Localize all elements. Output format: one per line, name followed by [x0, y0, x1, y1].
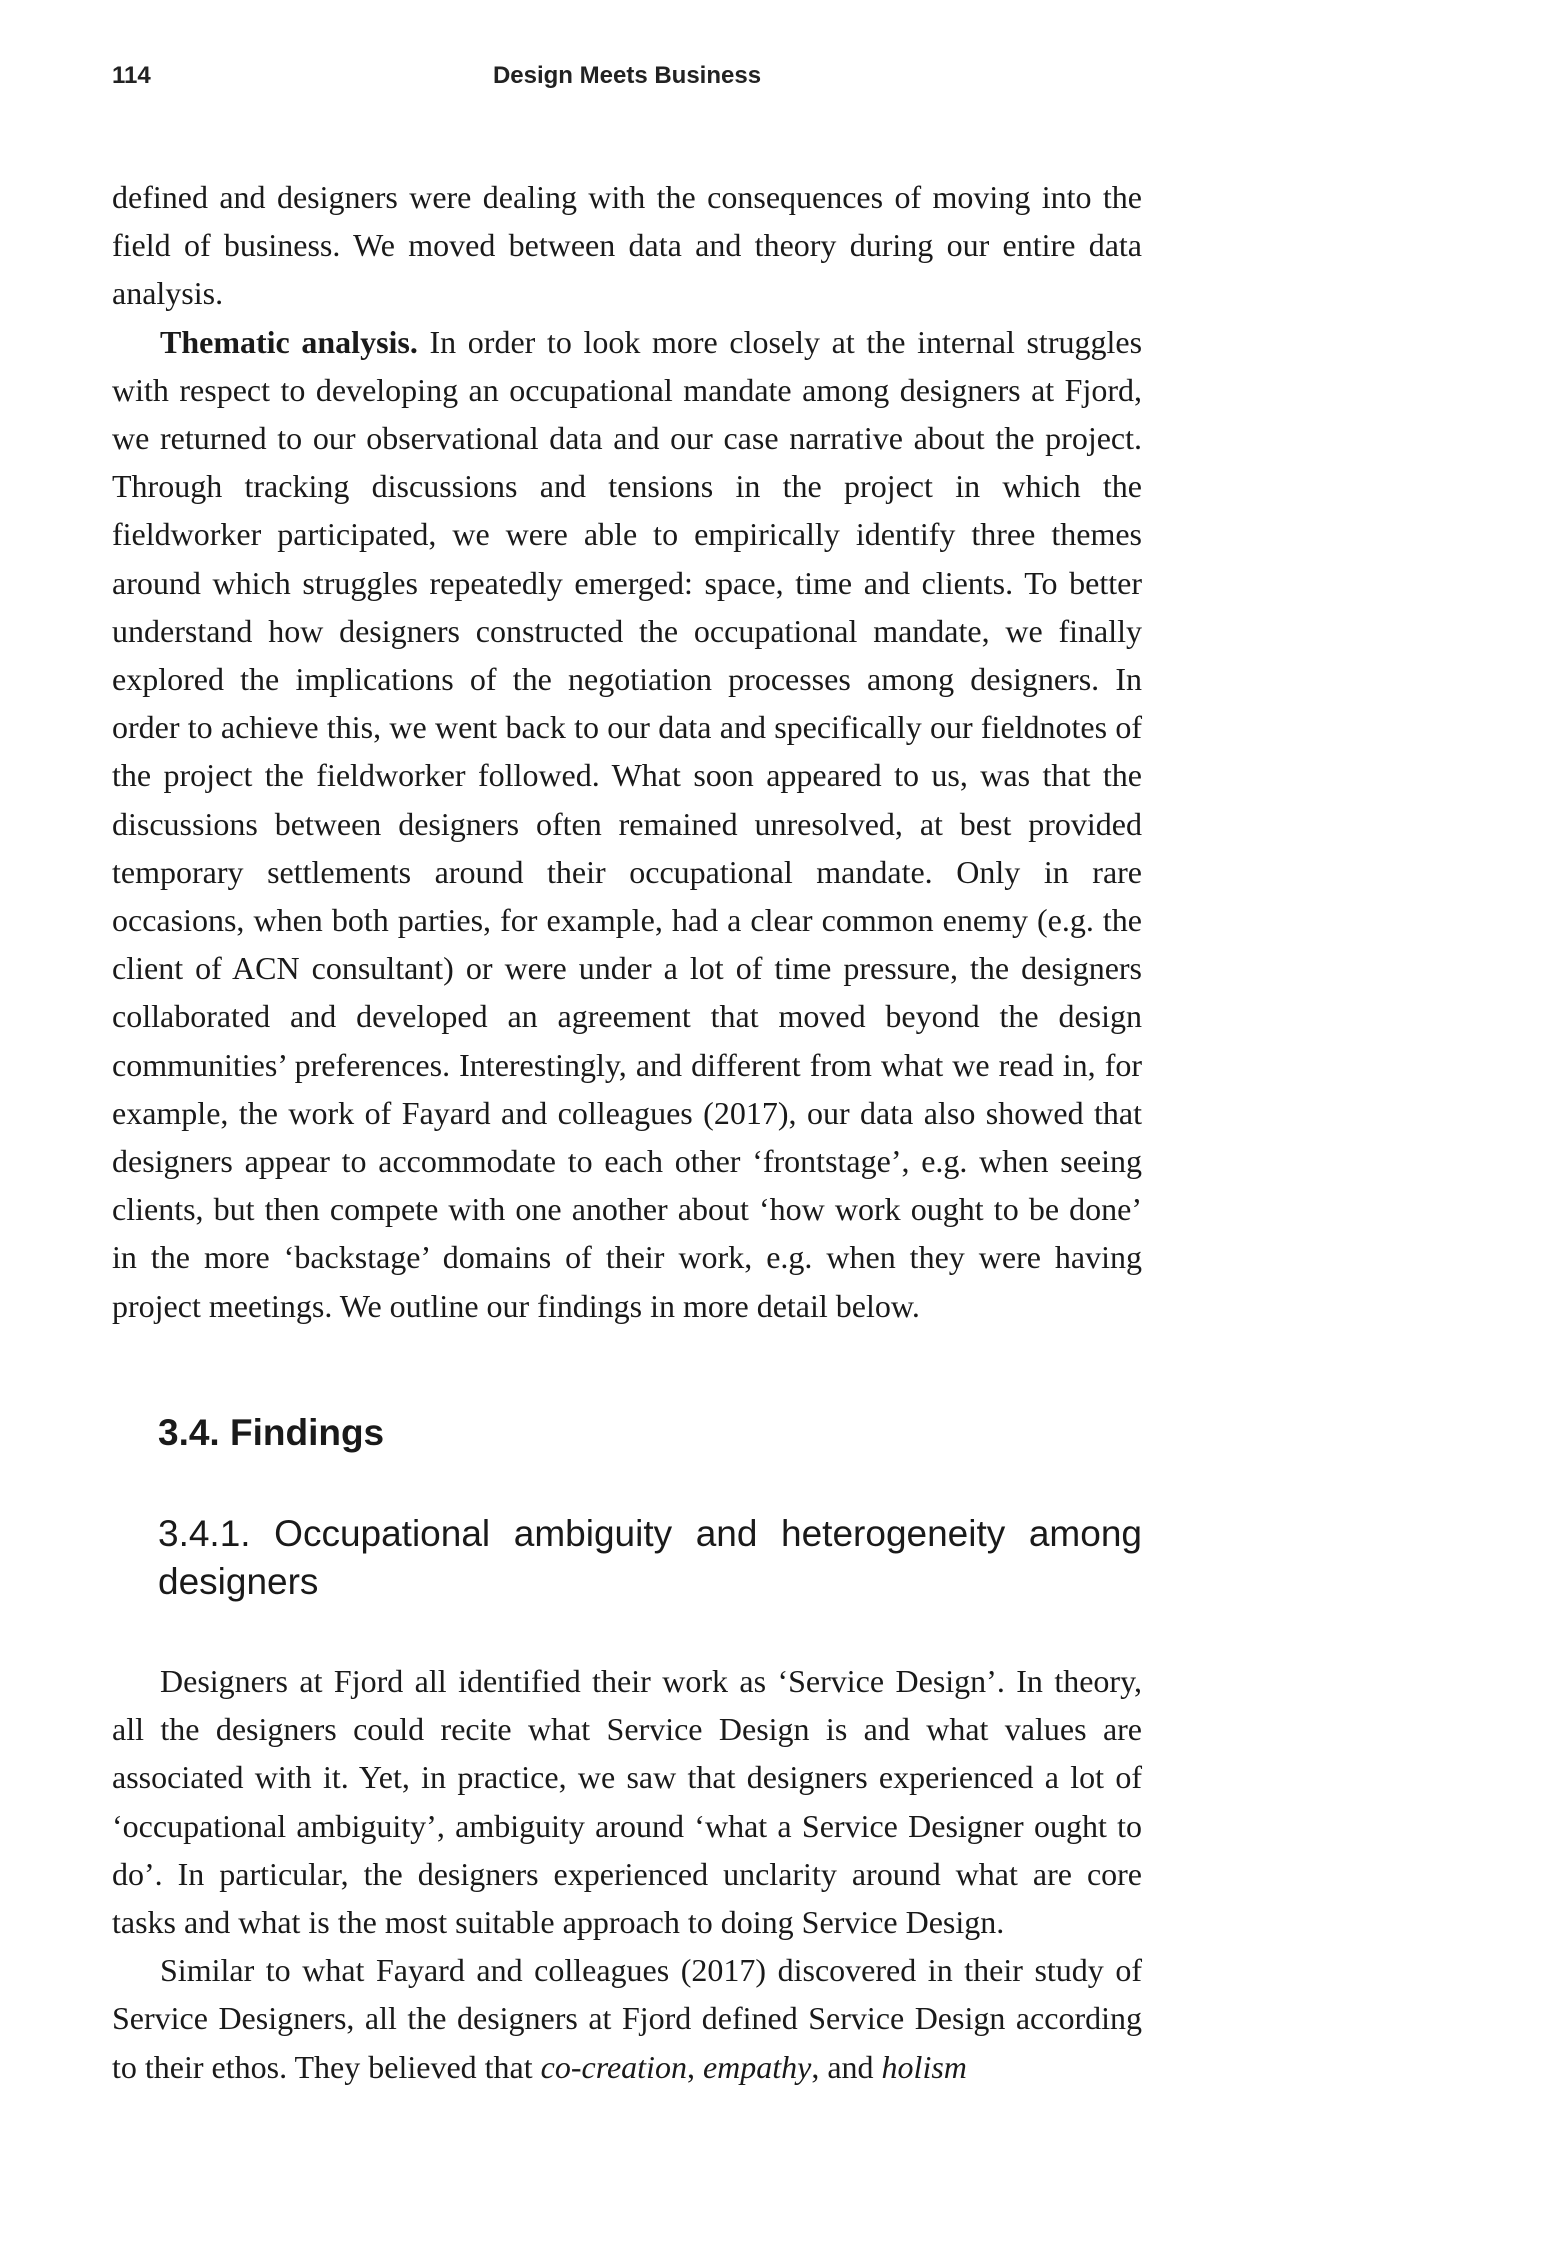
running-head: Design Meets Business — [492, 62, 762, 89]
bottom-text-block — [112, 1657, 1142, 2091]
top-text-block — [112, 173, 1142, 1330]
ethos-paragraph: Similar to what Fayard and colleagues (2017) discovered in their study of Service Designers, all the designers at Fjord defined Service Design according to their ethos. They believed that co-creation, empathy, and holism — [112, 1952, 1142, 2085]
thematic-analysis-body: In order to look more closely at the internal struggles with respect to developing an occupational mandate among designers at Fjord, we returned to our observational data and our case narrative about the project. Through tracking discussions and tensions in the project in which the fieldworker participated, we were able to empirically identify three themes around which struggles repeatedly emerged: space, time and clients. To better understand how designers constructed the occupational mandate, we finally explored the implications of the negotiation processes among designers. In order to achieve this, we went back to our data and specifically our fieldnotes of the project the fieldworker followed. What soon appeared to us, was that the discussions between designers often remained unresolved, at best provided temporary settlements around their occupational mandate. Only in rare occasions, when both parties, for example, had a clear common enemy (e.g. the client of ACN consultant) or were under a lot of time pressure, the designers collaborated and developed an agreement that moved beyond the design communities’ preferences. Interestingly, and different from what we read in, for example, the work of Fayard and colleagues (2017), our data also showed that designers appear to accommodate to each other ‘frontstage’, e.g. when seeing clients, but then compete with one another about ‘how work ought to be done’ in the more ‘backstage’ domains of their work, e.g. when they were having project meetings. We outline our findings in more detail below. — [112, 323, 1143, 1324]
subsection-heading: 3.4.1. Occupational ambiguity and heterogeneity among designers — [158, 1513, 1142, 1602]
term-conjunction: and — [827, 2048, 874, 2085]
findings-heading: 3.4. Findings — [158, 1412, 385, 1453]
page-number: 114 — [112, 62, 151, 89]
thematic-analysis-paragraph — [112, 318, 1142, 1330]
page-header — [112, 62, 1142, 102]
continuation-paragraph: defined and designers were dealing with the consequences of moving into the field of business. We moved between data and theory during our entire data analysis. — [112, 179, 1142, 312]
service-design-paragraph: Designers at Fjord all identified their work as ‘Service Design’. In theory, all the designers could recite what Service Design is and what values are associated with it. Yet, in practice, we saw that designers experienced a lot of ‘occupational ambiguity’, ambiguity around ‘what a Service Designer ought to do’. In particular, the designers experienced unclarity around what are core tasks and what is the most suitable approach to doing Service Design. — [112, 1663, 1142, 1941]
term-empathy: empathy — [702, 2048, 812, 2085]
thematic-analysis-heading: Thematic analysis. — [160, 323, 418, 360]
term-holism: holism — [881, 2048, 967, 2085]
ethos-paragraph-text: Similar to what Fayard and colleagues (2017) discovered in their study of Service Designers, all the designers at Fjord defined Service Design according to their ethos. They believed that — [112, 1952, 1142, 2085]
term-co-creation: co-creation — [540, 2048, 687, 2085]
